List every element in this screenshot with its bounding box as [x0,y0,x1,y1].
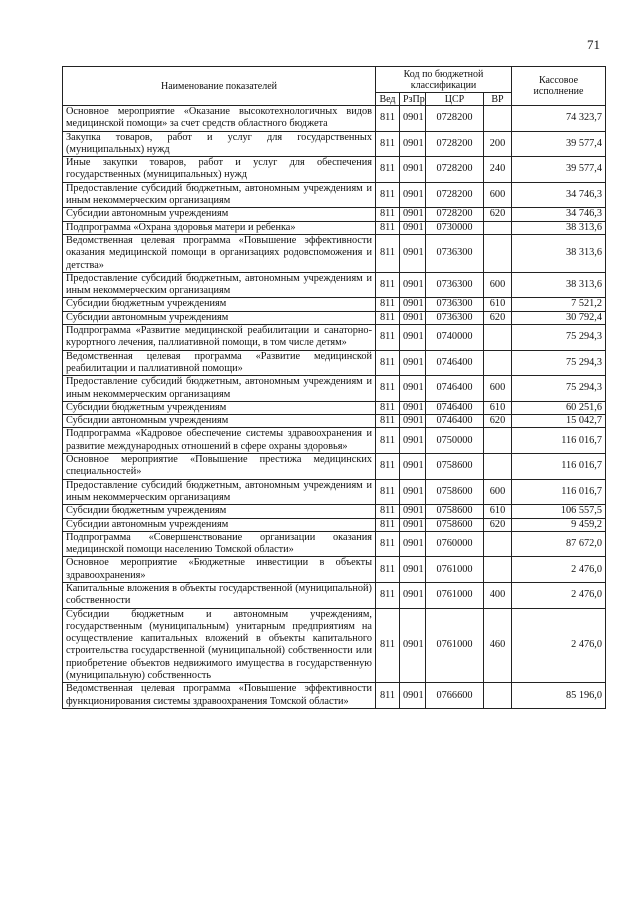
row-rzpr: 0901 [400,311,426,324]
row-ved: 811 [376,376,400,402]
header-rzpr: РзПр [400,93,426,106]
row-name: Подпрограмма «Совершенствование организации оказания медицинской помощи населению Томской области» [63,531,376,557]
row-name: Субсидии бюджетным учреждениям [63,298,376,311]
row-vr: 600 [484,182,512,208]
row-rzpr: 0901 [400,479,426,505]
table-row [63,479,606,505]
row-sum: 2 476,0 [512,557,606,583]
table-body [63,106,606,709]
row-vr: 600 [484,376,512,402]
row-sum: 2 476,0 [512,582,606,608]
row-ved: 811 [376,272,400,298]
row-name: Ведомственная целевая программа «Развитие медицинской реабилитации и паллиативной помощи» [63,350,376,376]
table-row [63,234,606,272]
row-vr: 610 [484,505,512,518]
row-csr: 0728200 [426,182,484,208]
row-rzpr: 0901 [400,518,426,531]
table-row [63,401,606,414]
row-ved: 811 [376,582,400,608]
row-csr: 0736300 [426,311,484,324]
table-row [63,582,606,608]
table-row [63,608,606,683]
row-vr: 620 [484,311,512,324]
row-rzpr: 0901 [400,415,426,428]
table-row [63,350,606,376]
row-rzpr: 0901 [400,325,426,351]
row-name: Субсидии бюджетным учреждениям [63,505,376,518]
row-ved: 811 [376,234,400,272]
table-row [63,325,606,351]
row-rzpr: 0901 [400,350,426,376]
row-csr: 0758600 [426,505,484,518]
row-vr: 400 [484,582,512,608]
row-sum: 39 577,4 [512,131,606,157]
row-name: Предоставление субсидий бюджетным, автономным учреждениям и иным некоммерческим организациям [63,479,376,505]
table-header [63,67,606,106]
row-name: Подпрограмма «Охрана здоровья матери и ребенка» [63,221,376,234]
row-sum: 34 746,3 [512,208,606,221]
row-sum: 85 196,0 [512,683,606,709]
row-vr [484,557,512,583]
row-name: Закупка товаров, работ и услуг для государственных (муниципальных) нужд [63,131,376,157]
row-ved: 811 [376,415,400,428]
table-row [63,683,606,709]
header-sum: Кассовое исполнение [512,67,606,106]
row-name: Ведомственная целевая программа «Повышение эффективности функционирования системы здравоохранения Томской области» [63,683,376,709]
row-sum: 9 459,2 [512,518,606,531]
row-ved: 811 [376,479,400,505]
row-sum: 116 016,7 [512,454,606,480]
row-ved: 811 [376,608,400,683]
row-ved: 811 [376,401,400,414]
row-rzpr: 0901 [400,131,426,157]
header-csr: ЦСР [426,93,484,106]
row-sum: 7 521,2 [512,298,606,311]
row-name: Основное мероприятие «Бюджетные инвестиции в объекты здравоохранения» [63,557,376,583]
row-csr: 0740000 [426,325,484,351]
row-name: Субсидии автономным учреждениям [63,518,376,531]
row-name: Предоставление субсидий бюджетным, автономным учреждениям и иным некоммерческим организациям [63,376,376,402]
row-ved: 811 [376,131,400,157]
row-sum: 75 294,3 [512,350,606,376]
row-csr: 0728200 [426,106,484,132]
row-name: Субсидии бюджетным и автономным учреждениям, государственным (муниципальным) унитарным предприятиям на осуществление капитальных вложений в объекты капитального строительства государственной (муниципальной) собственности или приобретение объектов недвижимого имущества в государственную (муниципальную) собственность [63,608,376,683]
row-ved: 811 [376,454,400,480]
row-name: Иные закупки товаров, работ и услуг для обеспечения государственных (муниципальных) нужд [63,157,376,183]
row-rzpr: 0901 [400,557,426,583]
row-csr: 0760000 [426,531,484,557]
row-vr [484,234,512,272]
row-csr: 0736300 [426,234,484,272]
table-row [63,518,606,531]
row-sum: 38 313,6 [512,221,606,234]
row-vr: 610 [484,401,512,414]
row-csr: 0728200 [426,157,484,183]
row-name: Субсидии бюджетным учреждениям [63,401,376,414]
row-rzpr: 0901 [400,106,426,132]
table-row [63,428,606,454]
page-number: 71 [587,37,600,52]
row-csr: 0750000 [426,428,484,454]
row-ved: 811 [376,557,400,583]
row-rzpr: 0901 [400,531,426,557]
table-row [63,505,606,518]
header-ved: Вед [376,93,400,106]
row-sum: 34 746,3 [512,182,606,208]
row-ved: 811 [376,505,400,518]
row-sum: 38 313,6 [512,234,606,272]
row-sum: 60 251,6 [512,401,606,414]
table-row [63,157,606,183]
row-rzpr: 0901 [400,505,426,518]
row-sum: 15 042,7 [512,415,606,428]
row-name: Предоставление субсидий бюджетным, автономным учреждениям и иным некоммерческим организациям [63,272,376,298]
row-sum: 38 313,6 [512,272,606,298]
row-rzpr: 0901 [400,221,426,234]
row-sum: 39 577,4 [512,157,606,183]
row-ved: 811 [376,106,400,132]
row-vr [484,531,512,557]
row-rzpr: 0901 [400,208,426,221]
row-vr: 460 [484,608,512,683]
row-vr: 610 [484,298,512,311]
row-csr: 0761000 [426,608,484,683]
row-rzpr: 0901 [400,157,426,183]
row-sum: 75 294,3 [512,325,606,351]
row-rzpr: 0901 [400,454,426,480]
table-row [63,298,606,311]
row-csr: 0730000 [426,221,484,234]
row-csr: 0736300 [426,272,484,298]
row-csr: 0761000 [426,582,484,608]
row-name: Подпрограмма «Развитие медицинской реабилитации и санаторно-курортного лечения, паллиативной помощи, в том числе детям» [63,325,376,351]
header-vr: ВР [484,93,512,106]
row-csr: 0736300 [426,298,484,311]
row-vr: 620 [484,518,512,531]
row-ved: 811 [376,208,400,221]
row-csr: 0758600 [426,454,484,480]
row-name: Основное мероприятие «Оказание высокотехнологичных видов медицинской помощи» за счет средств областного бюджета [63,106,376,132]
row-name: Капитальные вложения в объекты государственной (муниципальной) собственности [63,582,376,608]
row-rzpr: 0901 [400,272,426,298]
row-vr: 600 [484,479,512,505]
table-row [63,454,606,480]
row-vr [484,428,512,454]
row-csr: 0761000 [426,557,484,583]
table-row [63,131,606,157]
row-rzpr: 0901 [400,582,426,608]
row-vr: 200 [484,131,512,157]
row-name: Субсидии автономным учреждениям [63,311,376,324]
row-csr: 0766600 [426,683,484,709]
table-row [63,272,606,298]
row-name: Основное мероприятие «Повышение престижа медицинских специальностей» [63,454,376,480]
row-name: Ведомственная целевая программа «Повышение эффективности оказания медицинской помощи в организациях родовспоможения и детства» [63,234,376,272]
row-name: Субсидии автономным учреждениям [63,415,376,428]
row-rzpr: 0901 [400,182,426,208]
row-csr: 0746400 [426,376,484,402]
row-vr [484,683,512,709]
row-ved: 811 [376,350,400,376]
row-vr [484,350,512,376]
row-vr: 600 [484,272,512,298]
row-ved: 811 [376,531,400,557]
row-csr: 0728200 [426,208,484,221]
row-vr [484,325,512,351]
row-ved: 811 [376,428,400,454]
row-csr: 0746400 [426,350,484,376]
table-row [63,531,606,557]
row-name: Субсидии автономным учреждениям [63,208,376,221]
row-csr: 0746400 [426,415,484,428]
row-ved: 811 [376,325,400,351]
row-vr [484,221,512,234]
table-row [63,415,606,428]
table-row [63,221,606,234]
row-name: Подпрограмма «Кадровое обеспечение системы здравоохранения и развитие международных отношений в сфере охраны здоровья» [63,428,376,454]
header-code-group: Код по бюджетной классификации [376,67,512,93]
row-ved: 811 [376,683,400,709]
row-ved: 811 [376,298,400,311]
row-rzpr: 0901 [400,428,426,454]
row-csr: 0758600 [426,479,484,505]
row-sum: 30 792,4 [512,311,606,324]
row-csr: 0728200 [426,131,484,157]
row-rzpr: 0901 [400,608,426,683]
row-vr: 620 [484,415,512,428]
row-sum: 2 476,0 [512,608,606,683]
row-ved: 811 [376,182,400,208]
row-rzpr: 0901 [400,376,426,402]
row-sum: 116 016,7 [512,479,606,505]
row-ved: 811 [376,157,400,183]
table-row [63,106,606,132]
row-rzpr: 0901 [400,234,426,272]
row-vr: 240 [484,157,512,183]
table-row [63,208,606,221]
row-csr: 0758600 [426,518,484,531]
row-rzpr: 0901 [400,298,426,311]
row-ved: 811 [376,311,400,324]
table-row [63,311,606,324]
row-sum: 116 016,7 [512,428,606,454]
row-sum: 74 323,7 [512,106,606,132]
row-sum: 75 294,3 [512,376,606,402]
row-ved: 811 [376,221,400,234]
row-vr [484,106,512,132]
row-csr: 0746400 [426,401,484,414]
row-vr: 620 [484,208,512,221]
table-row [63,376,606,402]
row-name: Предоставление субсидий бюджетным, автономным учреждениям и иным некоммерческим организациям [63,182,376,208]
row-sum: 106 557,5 [512,505,606,518]
row-sum: 87 672,0 [512,531,606,557]
row-vr [484,454,512,480]
table-row [63,557,606,583]
row-rzpr: 0901 [400,683,426,709]
header-name: Наименование показателей [63,67,376,106]
row-ved: 811 [376,518,400,531]
table-row [63,182,606,208]
budget-table [62,66,606,709]
row-rzpr: 0901 [400,401,426,414]
